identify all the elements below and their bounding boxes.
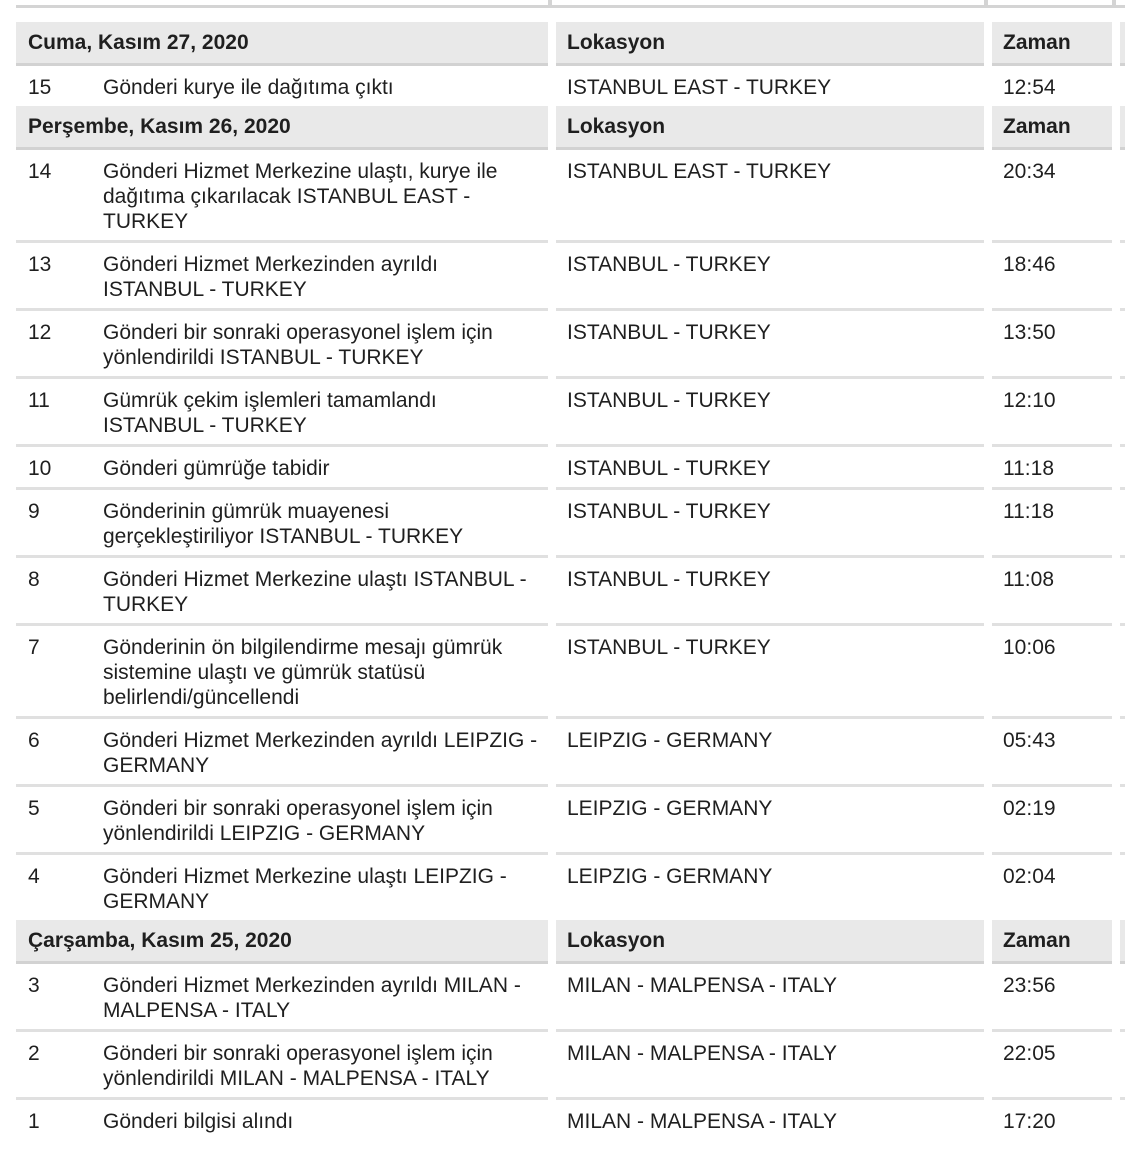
row-edge: [1120, 150, 1125, 243]
event-location: ISTANBUL - TURKEY: [556, 311, 984, 379]
header-edge: [1120, 22, 1125, 66]
event-location: LEIPZIG - GERMANY: [556, 719, 984, 787]
table-row: [16, 243, 1125, 311]
time-column-header: Zaman: [992, 106, 1112, 150]
event-location: ISTANBUL - TURKEY: [556, 558, 984, 626]
column-separator: [548, 0, 552, 8]
table-row: [16, 66, 1125, 106]
event-number: 1: [28, 1110, 40, 1133]
row-edge: [1120, 311, 1125, 379]
event-description: Gönderi Hizmet Merkezinden ayrıldı MILAN - MALPENSA - ITALY: [103, 964, 548, 1032]
shipment-tracking-table: [16, 22, 1125, 1140]
event-time: 17:20: [1003, 1110, 1056, 1133]
column-separator: [1112, 0, 1116, 8]
event-location: ISTANBUL - TURKEY: [556, 243, 984, 311]
event-time: 11:18: [992, 447, 1112, 490]
date-group: [16, 106, 1125, 920]
event-number: 3: [16, 964, 103, 1032]
table-row: [16, 311, 1125, 379]
date-group-header: [16, 22, 1125, 66]
row-edge: [1120, 719, 1125, 787]
event-time: 02:04: [1003, 865, 1056, 888]
row-edge: [1120, 787, 1125, 855]
event-time: 18:46: [992, 243, 1112, 311]
time-column-header: Zaman: [992, 22, 1112, 66]
event-description: Gönderi kurye ile dağıtıma çıktı: [103, 76, 394, 99]
table-row: [16, 787, 1125, 855]
date-header: Cuma, Kasım 27, 2020: [16, 22, 548, 66]
table-row: [16, 1032, 1125, 1100]
event-description: Gönderinin ön bilgilendirme mesajı gümrük sistemine ulaştı ve gümrük statüsü belirlendi/güncellendi: [103, 626, 548, 719]
previous-section-edge: [0, 0, 1125, 22]
column-separator: [984, 0, 988, 8]
event-description: Gönderi Hizmet Merkezine ulaştı, kurye ile dağıtıma çıkarılacak ISTANBUL EAST - TURKEY: [103, 150, 548, 243]
row-edge: [1120, 379, 1125, 447]
event-description: Gönderi Hizmet Merkezine ulaştı LEIPZIG - GERMANY: [103, 865, 507, 913]
event-location: ISTANBUL - TURKEY: [556, 490, 984, 558]
event-time: 13:50: [992, 311, 1112, 379]
event-time: 05:43: [992, 719, 1112, 787]
event-location: MILAN - MALPENSA - ITALY: [567, 1110, 837, 1133]
top-divider: [16, 5, 1125, 8]
event-location: LEIPZIG - GERMANY: [567, 865, 773, 888]
event-location: MILAN - MALPENSA - ITALY: [556, 964, 984, 1032]
event-time: 22:05: [992, 1032, 1112, 1100]
header-edge: [1120, 920, 1125, 964]
event-location: ISTANBUL EAST - TURKEY: [556, 150, 984, 243]
event-description: Gönderinin gümrük muayenesi gerçekleştiriliyor ISTANBUL - TURKEY: [103, 490, 548, 558]
event-time: 12:54: [1003, 76, 1056, 99]
row-edge: [1120, 490, 1125, 558]
event-description: Gönderi Hizmet Merkezinden ayrıldı ISTANBUL - TURKEY: [103, 243, 548, 311]
event-location: ISTANBUL - TURKEY: [556, 379, 984, 447]
event-number: 13: [16, 243, 103, 311]
row-edge: [1120, 1100, 1125, 1140]
event-location: MILAN - MALPENSA - ITALY: [556, 1032, 984, 1100]
row-edge: [1120, 447, 1125, 490]
event-number: 10: [16, 447, 103, 490]
table-row: [16, 150, 1125, 243]
time-column-header: Zaman: [992, 920, 1112, 964]
event-time: 11:18: [992, 490, 1112, 558]
table-row: [16, 490, 1125, 558]
row-edge: [1120, 855, 1125, 920]
event-description: Gümrük çekim işlemleri tamamlandı ISTANBUL - TURKEY: [103, 379, 548, 447]
event-location: ISTANBUL EAST - TURKEY: [567, 76, 832, 99]
event-description: Gönderi gümrüğe tabidir: [103, 447, 548, 490]
event-description: Gönderi bir sonraki operasyonel işlem için yönlendirildi MILAN - MALPENSA - ITALY: [103, 1032, 548, 1100]
event-description: Gönderi Hizmet Merkezine ulaştı ISTANBUL - TURKEY: [103, 558, 548, 626]
row-edge: [1120, 964, 1125, 1032]
date-group-header: [16, 106, 1125, 150]
event-time: 02:19: [992, 787, 1112, 855]
row-edge: [1120, 66, 1125, 106]
date-header: Perşembe, Kasım 26, 2020: [16, 106, 548, 150]
header-edge: [1120, 106, 1125, 150]
table-row: [16, 558, 1125, 626]
event-location: LEIPZIG - GERMANY: [556, 787, 984, 855]
table-row: [16, 855, 1125, 920]
event-location: ISTANBUL - TURKEY: [556, 447, 984, 490]
row-edge: [1120, 558, 1125, 626]
location-column-header: Lokasyon: [556, 22, 984, 66]
event-description: Gönderi Hizmet Merkezinden ayrıldı LEIPZIG - GERMANY: [103, 719, 548, 787]
date-group: [16, 920, 1125, 1140]
event-number: 8: [16, 558, 103, 626]
event-number: 12: [16, 311, 103, 379]
event-time: 11:08: [992, 558, 1112, 626]
date-group-header: [16, 920, 1125, 964]
event-number: 5: [16, 787, 103, 855]
event-number: 6: [16, 719, 103, 787]
event-location: ISTANBUL - TURKEY: [556, 626, 984, 719]
event-number: 2: [16, 1032, 103, 1100]
event-time: 10:06: [992, 626, 1112, 719]
table-row: [16, 379, 1125, 447]
date-header: Çarşamba, Kasım 25, 2020: [16, 920, 548, 964]
table-row: [16, 964, 1125, 1032]
event-number: 11: [16, 379, 103, 447]
event-number: 7: [16, 626, 103, 719]
event-number: 4: [28, 865, 40, 888]
event-number: 9: [16, 490, 103, 558]
event-time: 20:34: [992, 150, 1112, 243]
date-group: [16, 22, 1125, 106]
row-edge: [1120, 1032, 1125, 1100]
event-description: Gönderi bir sonraki operasyonel işlem için yönlendirildi ISTANBUL - TURKEY: [103, 311, 548, 379]
location-column-header: Lokasyon: [556, 920, 984, 964]
table-row: [16, 719, 1125, 787]
event-number: 14: [16, 150, 103, 243]
event-time: 23:56: [992, 964, 1112, 1032]
table-row: [16, 626, 1125, 719]
table-row: [16, 1100, 1125, 1140]
table-row: [16, 447, 1125, 490]
event-description: Gönderi bilgisi alındı: [103, 1110, 294, 1133]
row-edge: [1120, 243, 1125, 311]
location-column-header: Lokasyon: [556, 106, 984, 150]
event-description: Gönderi bir sonraki operasyonel işlem için yönlendirildi LEIPZIG - GERMANY: [103, 787, 548, 855]
event-time: 12:10: [992, 379, 1112, 447]
row-edge: [1120, 626, 1125, 719]
event-number: 15: [28, 76, 52, 99]
